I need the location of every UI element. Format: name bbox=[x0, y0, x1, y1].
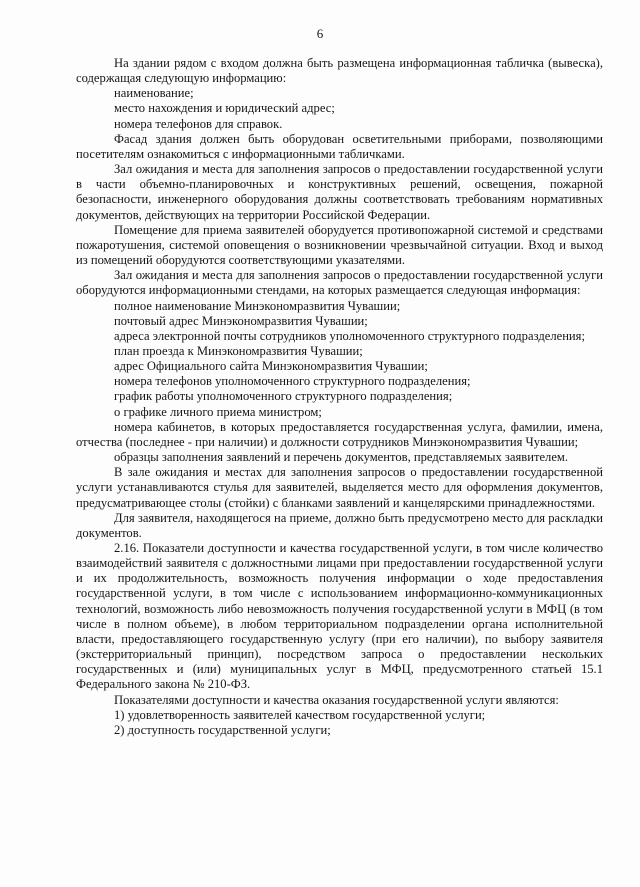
list-item: план проезда к Минэкономразвития Чувашии; bbox=[114, 343, 363, 358]
list-item: о графике личного приема министром; bbox=[114, 404, 322, 419]
paragraph: Показателями доступности и качества оказания государственной услуги являются: bbox=[114, 692, 559, 707]
list-item: образцы заполнения заявлений и перечень документов, представляемых заявителем. bbox=[114, 450, 569, 465]
paragraph: Зал ожидания и места для заполнения запросов о предоставлении государственной услуги в части объемно-планировочных и конструктивных решений, освещения, пожарной безопасности, инженерного оборудования должны соответствовать требованиям нормативных документов, действующих на территории Российской Федерации. bbox=[76, 162, 603, 222]
page-number: 6 bbox=[316, 26, 324, 41]
paragraph-section-2-16: 2.16. Показатели доступности и качества государственной услуги, в том числе количество взаимодействий заявителя с должностными лицами при предоставлении государственной услуги и их продолжительность, возможность получения информации о ходе предоставления государственной услуги, в том числе с использованием информационно-коммуникационных технологий, возможность либо невозможность получения государственной услуги в МФЦ (в том числе в полном объеме), в любом территориальном подразделении органа исполнительной власти, предоставляющего государственную услугу (при его наличии), по выбору заявителя (экстерриториальный принцип), посредством запроса о предоставлении нескольких государственных и (или) муниципальных услуг в МФЦ, предусмотренного статьей 15.1 Федерального закона № 210-ФЗ. bbox=[76, 541, 603, 692]
list-item: адрес Официального сайта Минэкономразвития Чувашии; bbox=[114, 359, 428, 374]
paragraph: На здании рядом с входом должна быть размещена информационная табличка (вывеска), содержащая следующую информацию: bbox=[76, 56, 603, 86]
list-item: адреса электронной почты сотрудников уполномоченного структурного подразделения; bbox=[114, 328, 585, 343]
list-item: номера телефонов для справок. bbox=[114, 116, 283, 131]
list-item: место нахождения и юридический адрес; bbox=[114, 101, 335, 116]
paragraph: Для заявителя, находящегося на приеме, должно быть предусмотрено место для раскладки документов. bbox=[76, 510, 603, 540]
list-item: 2) доступность государственной услуги; bbox=[114, 722, 331, 737]
list-item: полное наименование Минэкономразвития Чувашии; bbox=[114, 298, 401, 313]
paragraph: В зале ожидания и местах для заполнения запросов о предоставлении государственной услуги устанавливаются стулья для заявителей, выделяется место для оформления документов, предусматривающее столы (стойки) с бланками заявлений и канцелярскими принадлежностями. bbox=[76, 465, 603, 510]
paragraph: Помещение для приема заявителей оборудуется противопожарной системой и средствами пожаротушения, системой оповещения о возникновении чрезвычайной ситуации. Вход и выход из помещений оборудуются соответствующими указателями. bbox=[76, 222, 603, 268]
list-item: номера телефонов уполномоченного структурного подразделения; bbox=[114, 374, 471, 389]
list-item: 1) удовлетворенность заявителей качеством государственной услуги; bbox=[114, 707, 486, 722]
document-body bbox=[76, 56, 603, 738]
list-item: график работы уполномоченного структурного подразделения; bbox=[114, 389, 453, 404]
paragraph: Фасад здания должен быть оборудован осветительными приборами, позволяющими посетителям ознакомиться с информационными табличками. bbox=[76, 131, 603, 161]
list-item: почтовый адрес Минэкономразвития Чувашии; bbox=[114, 313, 368, 328]
paragraph: Зал ожидания и места для заполнения запросов о предоставлении государственной услуги оборудуются информационными стендами, на которых размещается следующая информация: bbox=[76, 268, 603, 298]
list-item: номера кабинетов, в которых предоставляется государственная услуга, фамилии, имена, отчества (последнее - при наличии) и должности сотрудников Минэкономразвития Чувашии; bbox=[76, 419, 603, 449]
list-item: наименование; bbox=[114, 86, 194, 101]
